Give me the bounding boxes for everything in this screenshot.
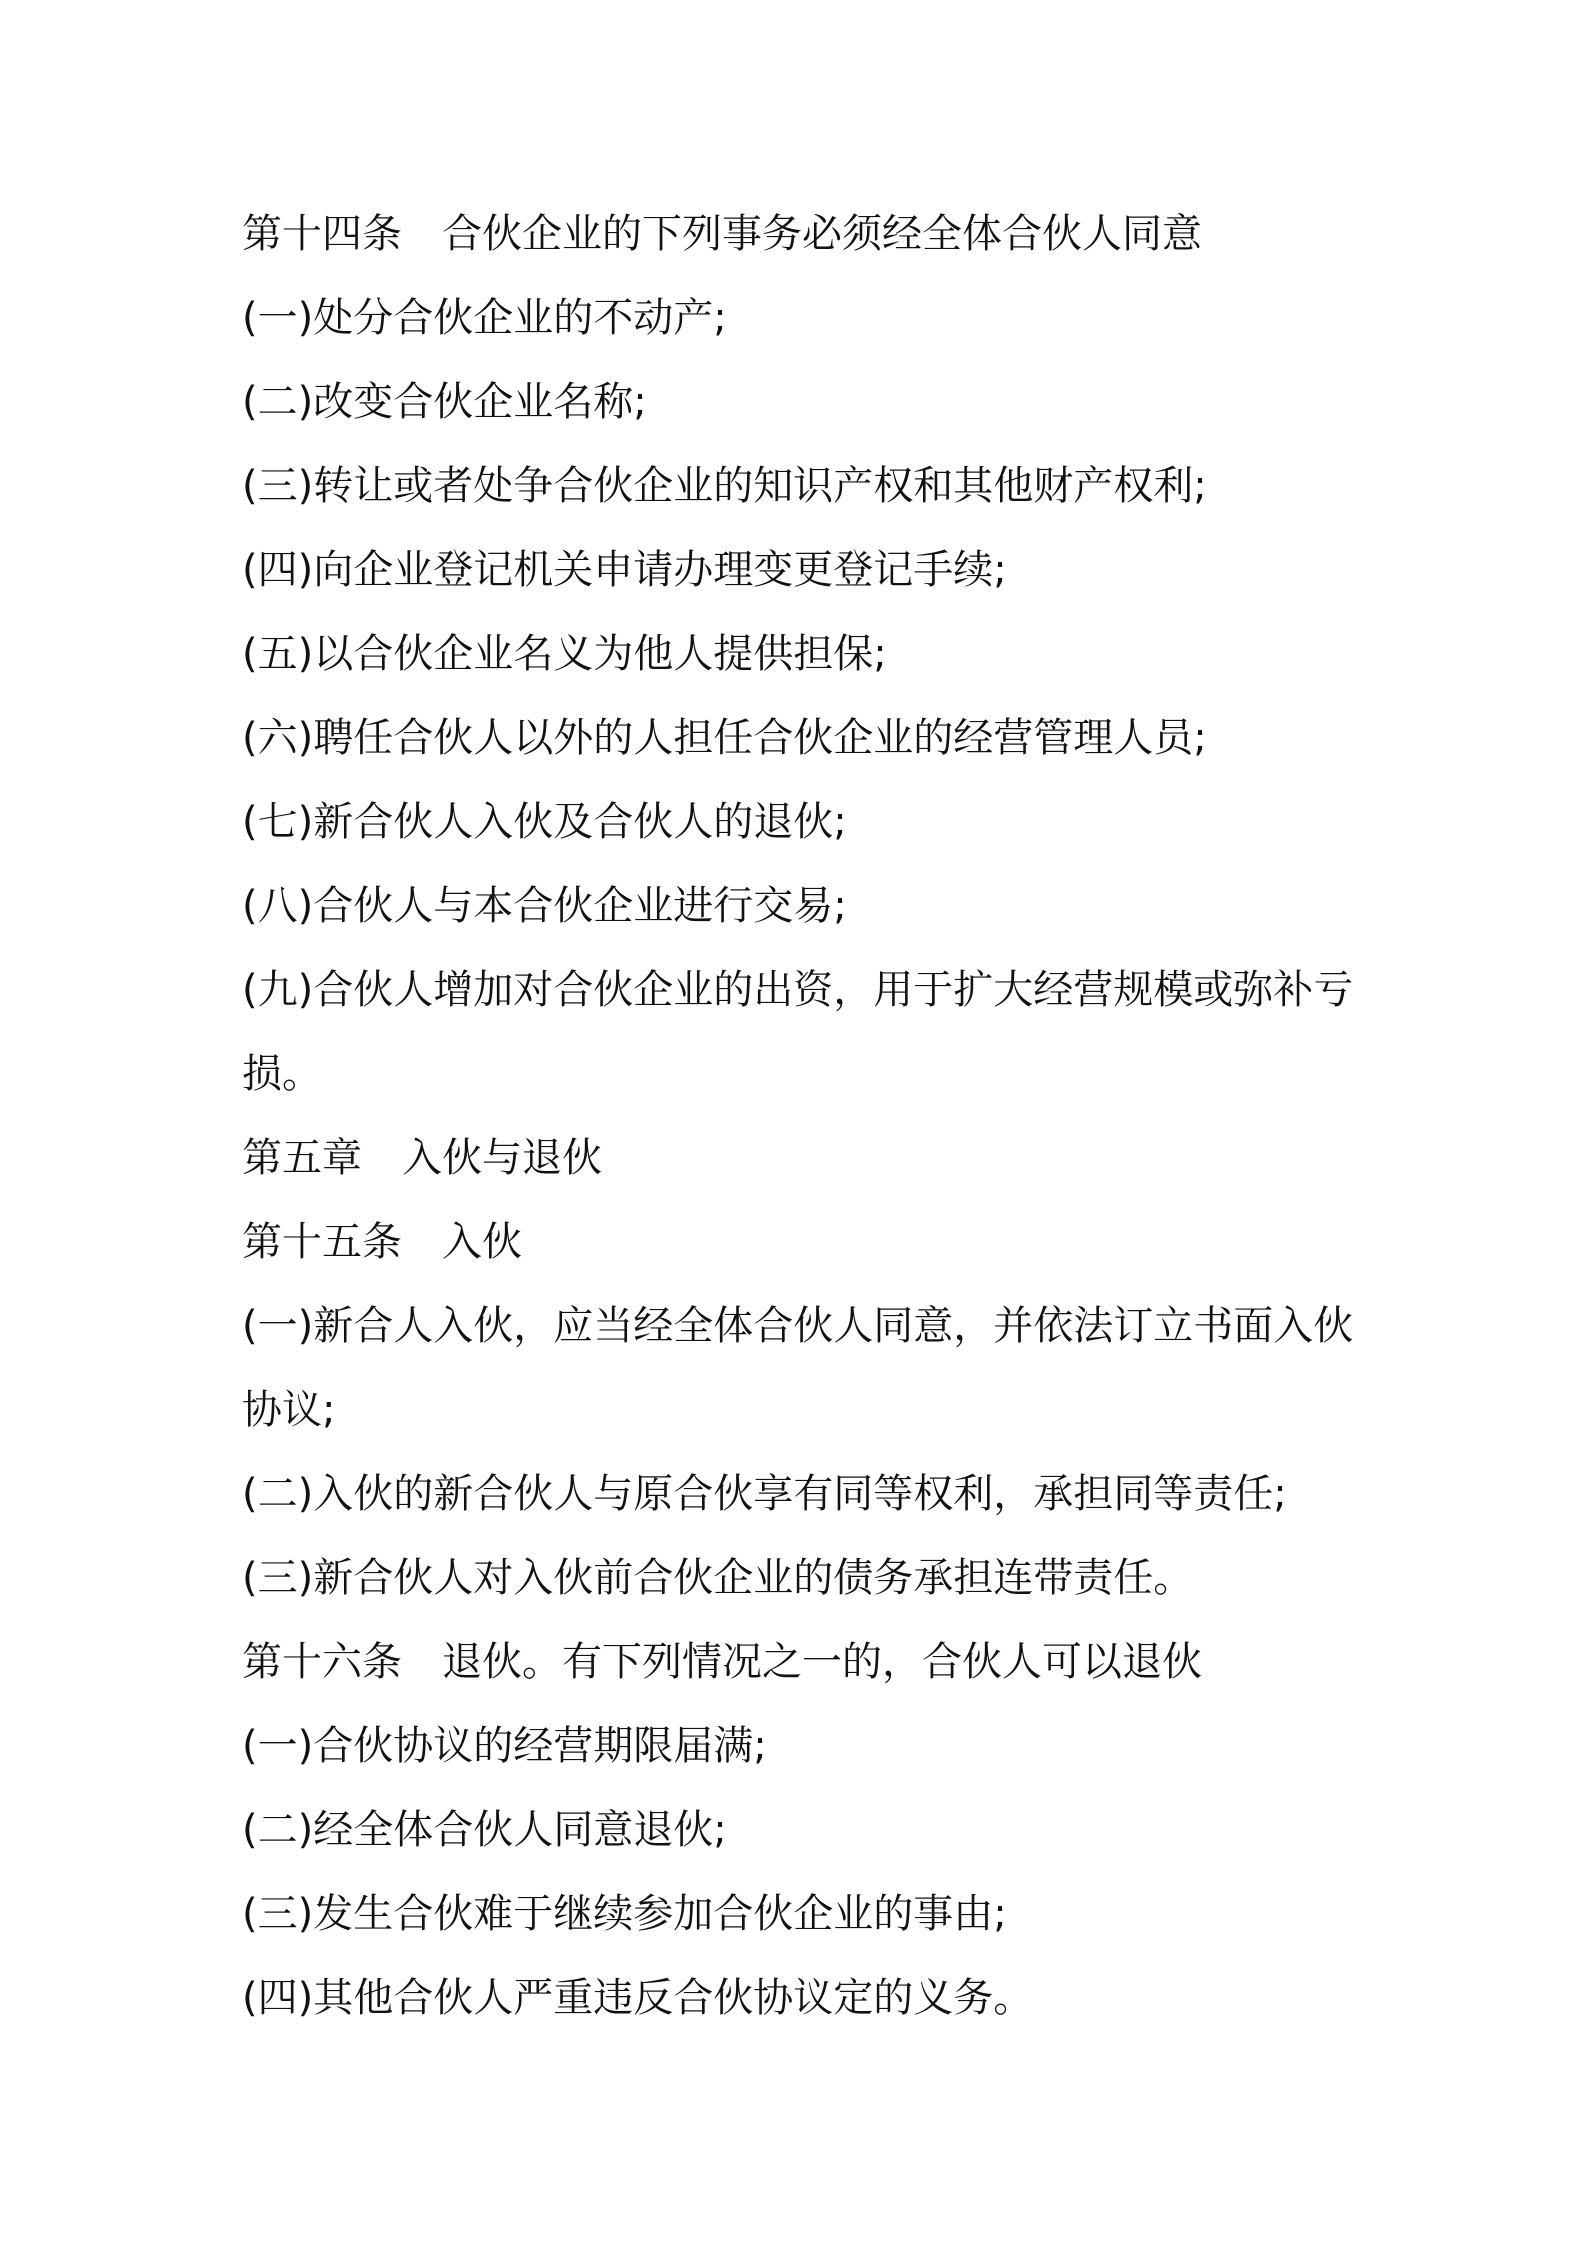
list-item: (四)其他合伙人严重违反合伙协议定的义务。 xyxy=(242,1975,1034,2021)
list-item-continuation: 协议; xyxy=(242,1387,336,1433)
list-item: (二)入伙的新合伙人与原合伙享有同等权利，承担同等责任; xyxy=(242,1471,1287,1517)
list-item: (五)以合伙企业名义为他人提供担保; xyxy=(242,631,887,677)
list-item: (二)经全体合伙人同意退伙; xyxy=(242,1807,727,1853)
article-15-heading: 第十五条 入伙 xyxy=(242,1219,522,1265)
list-item: (四)向企业登记机关申请办理变更登记手续; xyxy=(242,547,1007,593)
list-item: (七)新合伙人入伙及合伙人的退伙; xyxy=(242,799,847,845)
list-item: (六)聘任合伙人以外的人担任合伙企业的经营管理人员; xyxy=(242,715,1207,761)
list-item: (三)新合伙人对入伙前合伙企业的债务承担连带责任。 xyxy=(242,1555,1194,1601)
list-item: (三)发生合伙难于继续参加合伙企业的事由; xyxy=(242,1891,1007,1937)
list-item: (八)合伙人与本合伙企业进行交易; xyxy=(242,883,847,929)
list-item: (一)新合人入伙，应当经全体合伙人同意，并依法订立书面入伙 xyxy=(242,1303,1354,1349)
list-item: (三)转让或者处争合伙企业的知识产权和其他财产权利; xyxy=(242,463,1207,509)
list-item: (一)处分合伙企业的不动产; xyxy=(242,295,727,341)
list-item: (九)合伙人增加对合伙企业的出资，用于扩大经营规模或弥补亏 xyxy=(242,967,1354,1013)
list-item-continuation: 损。 xyxy=(242,1051,322,1097)
list-item: (一)合伙协议的经营期限届满; xyxy=(242,1723,767,1769)
chapter-5-heading: 第五章 入伙与退伙 xyxy=(242,1135,602,1181)
document-body xyxy=(242,192,1372,2040)
article-14-heading: 第十四条 合伙企业的下列事务必须经全体合伙人同意 xyxy=(242,211,1202,257)
list-item: (二)改变合伙企业名称; xyxy=(242,379,647,425)
article-16-heading: 第十六条 退伙。有下列情况之一的，合伙人可以退伙 xyxy=(242,1639,1202,1685)
